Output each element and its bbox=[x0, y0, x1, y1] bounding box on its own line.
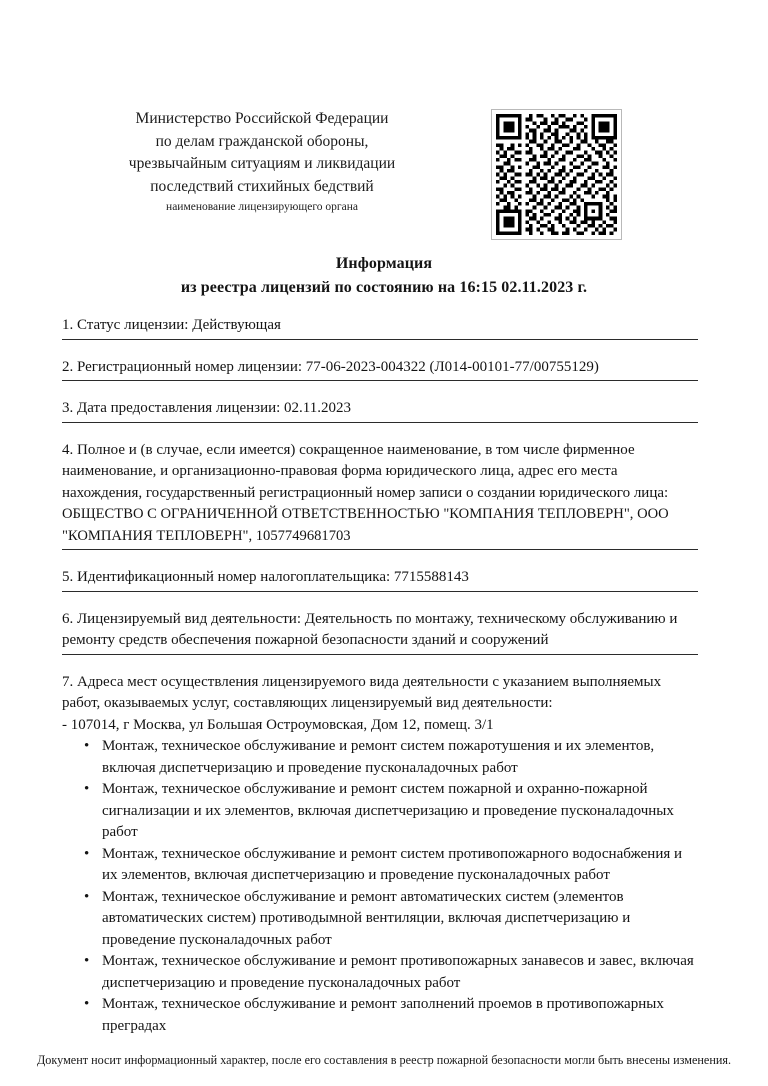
list-item-text: Монтаж, техническое обслуживание и ремонт заполнений проемов в противопожарных преградах bbox=[102, 996, 664, 1034]
list-item bbox=[78, 887, 698, 952]
bullet-icon: • bbox=[84, 738, 90, 754]
registry-sections bbox=[62, 315, 698, 1037]
authority-caption: наименование лицензирующего органа bbox=[166, 201, 358, 213]
page-title bbox=[0, 252, 768, 300]
authority-line-3: чрезвычайным ситуациям и ликвидации bbox=[128, 155, 396, 172]
footer-disclaimer: Документ носит информационный характер, после его составления в реестр пожарной безопасности могли быть внесены изменения. bbox=[36, 1053, 732, 1067]
section-activity-addresses bbox=[62, 672, 698, 1038]
bullet-icon: • bbox=[84, 953, 90, 969]
section-issue-date bbox=[62, 398, 698, 423]
works-list bbox=[62, 736, 698, 1037]
list-item bbox=[78, 951, 698, 994]
qr-code bbox=[491, 109, 622, 240]
list-item bbox=[78, 844, 698, 887]
list-item-text: Монтаж, техническое обслуживание и ремонт систем пожаротушения и их элементов, включая диспетчеризацию и проведение пусконаладочных работ bbox=[102, 738, 655, 776]
section-licensed-activity bbox=[62, 609, 698, 655]
list-item-text: Монтаж, техническое обслуживание и ремонт систем пожарной и охранно-пожарной сигнализации и их элементов, включая диспетчеризацию и проведение пусконаладочных работ bbox=[102, 781, 674, 840]
bullet-icon: • bbox=[84, 996, 90, 1012]
list-item-text: Монтаж, техническое обслуживание и ремонт автоматических систем (элементов автоматических систем) противодымной вентиляции, включая диспетчеризацию и проведение пусконаладочных работ bbox=[102, 888, 631, 948]
section-license-status bbox=[62, 315, 698, 340]
bullet-icon: • bbox=[84, 888, 90, 905]
section-licensed-activity-text: 6. Лицензируемый вид деятельности: Деятельность по монтажу, техническому обслуживанию и ремонту средств обеспечения пожарной безопасности зданий и сооружений bbox=[62, 610, 678, 648]
section-registration-number bbox=[62, 357, 698, 382]
page-title-line-1: Информация bbox=[335, 255, 433, 272]
licensing-authority-header bbox=[62, 108, 462, 216]
section-taxpayer-number-text: 5. Идентификационный номер налогоплательщика: 7715588143 bbox=[62, 569, 469, 585]
qr-code-icon bbox=[496, 114, 617, 235]
page-title-line-2: из реестра лицензий по состоянию на 16:15 02.11.2023 г. bbox=[180, 279, 588, 296]
section-entity-name-intro: 4. Полное и (в случае, если имеется) сокращенное наименование, в том числе фирменное наименование, и организационно-правовая форма юридического лица, адрес его места нахождения, государственный регистрационный номер записи о создании юридического лица: bbox=[62, 441, 669, 501]
section-license-status-text: 1. Статус лицензии: Действующая bbox=[62, 317, 281, 333]
authority-line-2: по делам гражданской обороны, bbox=[155, 132, 369, 150]
authority-line-1: Министерство Российской Федерации bbox=[135, 110, 389, 127]
section-entity-name bbox=[62, 440, 698, 551]
list-item bbox=[78, 736, 698, 779]
section-activity-addresses-intro: 7. Адреса мест осуществления лицензируемого вида деятельности с указанием выполняемых работ, оказываемых услуг, составляющих лицензируемый вид деятельности: bbox=[62, 673, 662, 711]
section-entity-name-value: ОБЩЕСТВО С ОГРАНИЧЕННОЙ ОТВЕТСТВЕННОСТЬЮ "КОМПАНИЯ ТЕПЛОВЕРН", ООО "КОМПАНИЯ ТЕПЛОВЕРН", 1057749681703 bbox=[62, 506, 669, 544]
list-item bbox=[78, 994, 698, 1037]
section-entity-name-text bbox=[62, 440, 698, 548]
section-issue-date-text: 3. Дата предоставления лицензии: 02.11.2023 bbox=[62, 400, 351, 416]
authority-line-4: последствий стихийных бедствий bbox=[150, 177, 374, 195]
section-registration-number-text: 2. Регистрационный номер лицензии: 77-06-2023-004322 (Л014-00101-77/00755129) bbox=[62, 358, 599, 375]
section-taxpayer-number bbox=[62, 567, 698, 592]
list-item bbox=[78, 779, 698, 844]
bullet-icon: • bbox=[84, 845, 90, 862]
activity-address: - 107014, г Москва, ул Большая Остроумовская, Дом 12, помещ. 3/1 bbox=[62, 716, 494, 733]
list-item-text: Монтаж, техническое обслуживание и ремонт систем противопожарного водоснабжения и их элементов, включая диспетчеризацию и проведение пусконаладочных работ bbox=[102, 845, 683, 883]
bullet-icon: • bbox=[84, 781, 90, 797]
list-item-text: Монтаж, техническое обслуживание и ремонт противопожарных занавесов и завес, включая диспетчеризацию и проведение пусконаладочных работ bbox=[102, 953, 694, 991]
